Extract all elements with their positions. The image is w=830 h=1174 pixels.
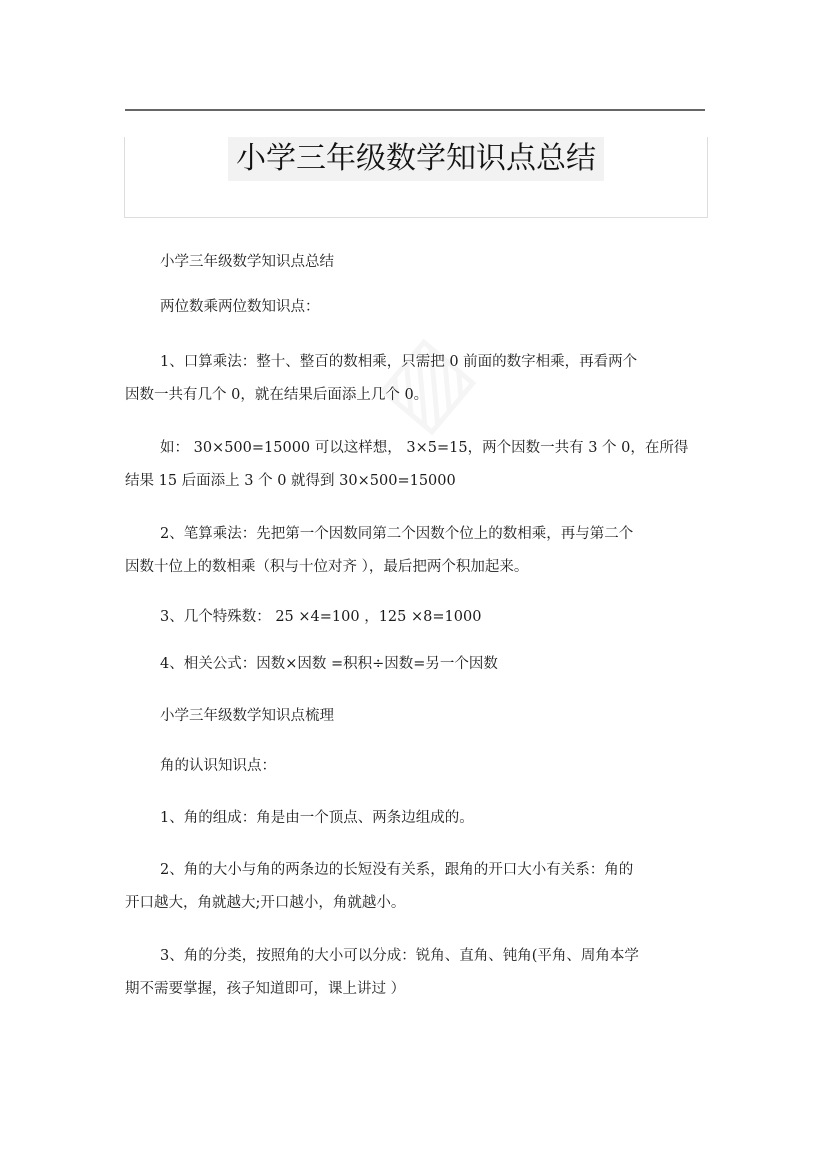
text-line: 3、角的分类，按照角的大小可以分成：锐角、直角、钝角(平角、周角本学 (160, 948, 639, 964)
paragraph-heading (125, 246, 715, 279)
paragraph (125, 854, 715, 920)
paragraph (125, 601, 715, 634)
paragraph (125, 648, 715, 681)
paragraph (125, 802, 715, 835)
paragraph (125, 432, 715, 498)
text-line: 4、相关公式：因数×因数 =积积÷因数=另一个因数 (160, 656, 498, 672)
text-line: 2、角的大小与角的两条边的长短没有关系，跟角的开口大小有关系：角的 (160, 862, 634, 878)
text-line: 因数一共有几个 0，就在结果后面添上几个 0。 (125, 387, 429, 403)
header-rule (125, 109, 705, 111)
text-line: 两位数乘两位数知识点： (160, 299, 320, 315)
text-line: 1、口算乘法：整十、整百的数相乘，只需把 0 前面的数字相乘，再看两个 (160, 354, 638, 370)
text-line: 期不需要掌握，孩子知道即可，课上讲过 ） (125, 981, 406, 997)
text-line: 结果 15 后面添上 3 个 0 就得到 30×500=15000 (125, 473, 456, 489)
paragraph-subheading (125, 291, 715, 324)
paragraph-heading (125, 700, 715, 733)
paragraph-subheading (125, 750, 715, 783)
paragraph (125, 346, 715, 412)
text-line: 小学三年级数学知识点梳理 (160, 708, 334, 724)
text-line: 1、角的组成：角是由一个顶点、两条边组成的。 (160, 810, 474, 826)
text-line: 小学三年级数学知识点总结 (160, 254, 334, 270)
text-line: 角的认识知识点： (160, 758, 276, 774)
text-line: 2、笔算乘法：先把第一个因数同第二个因数个位上的数相乘，再与第二个 (160, 526, 634, 542)
paragraph (125, 940, 715, 1006)
paragraph (125, 518, 715, 584)
text-line: 如： 30×500=15000 可以这样想， 3×5=15，两个因数一共有 3 个 0，在所得 (160, 440, 689, 456)
text-line: 因数十位上的数相乘（积与十位对齐 ），最后把两个积加起来。 (125, 559, 529, 575)
text-line: 3、几个特殊数： 25 ×4=100 ，125 ×8=1000 (160, 609, 482, 625)
document-title: 小学三年级数学知识点总结 (228, 137, 604, 181)
text-line: 开口越大，角就越大;开口越小，角就越小。 (125, 895, 406, 911)
